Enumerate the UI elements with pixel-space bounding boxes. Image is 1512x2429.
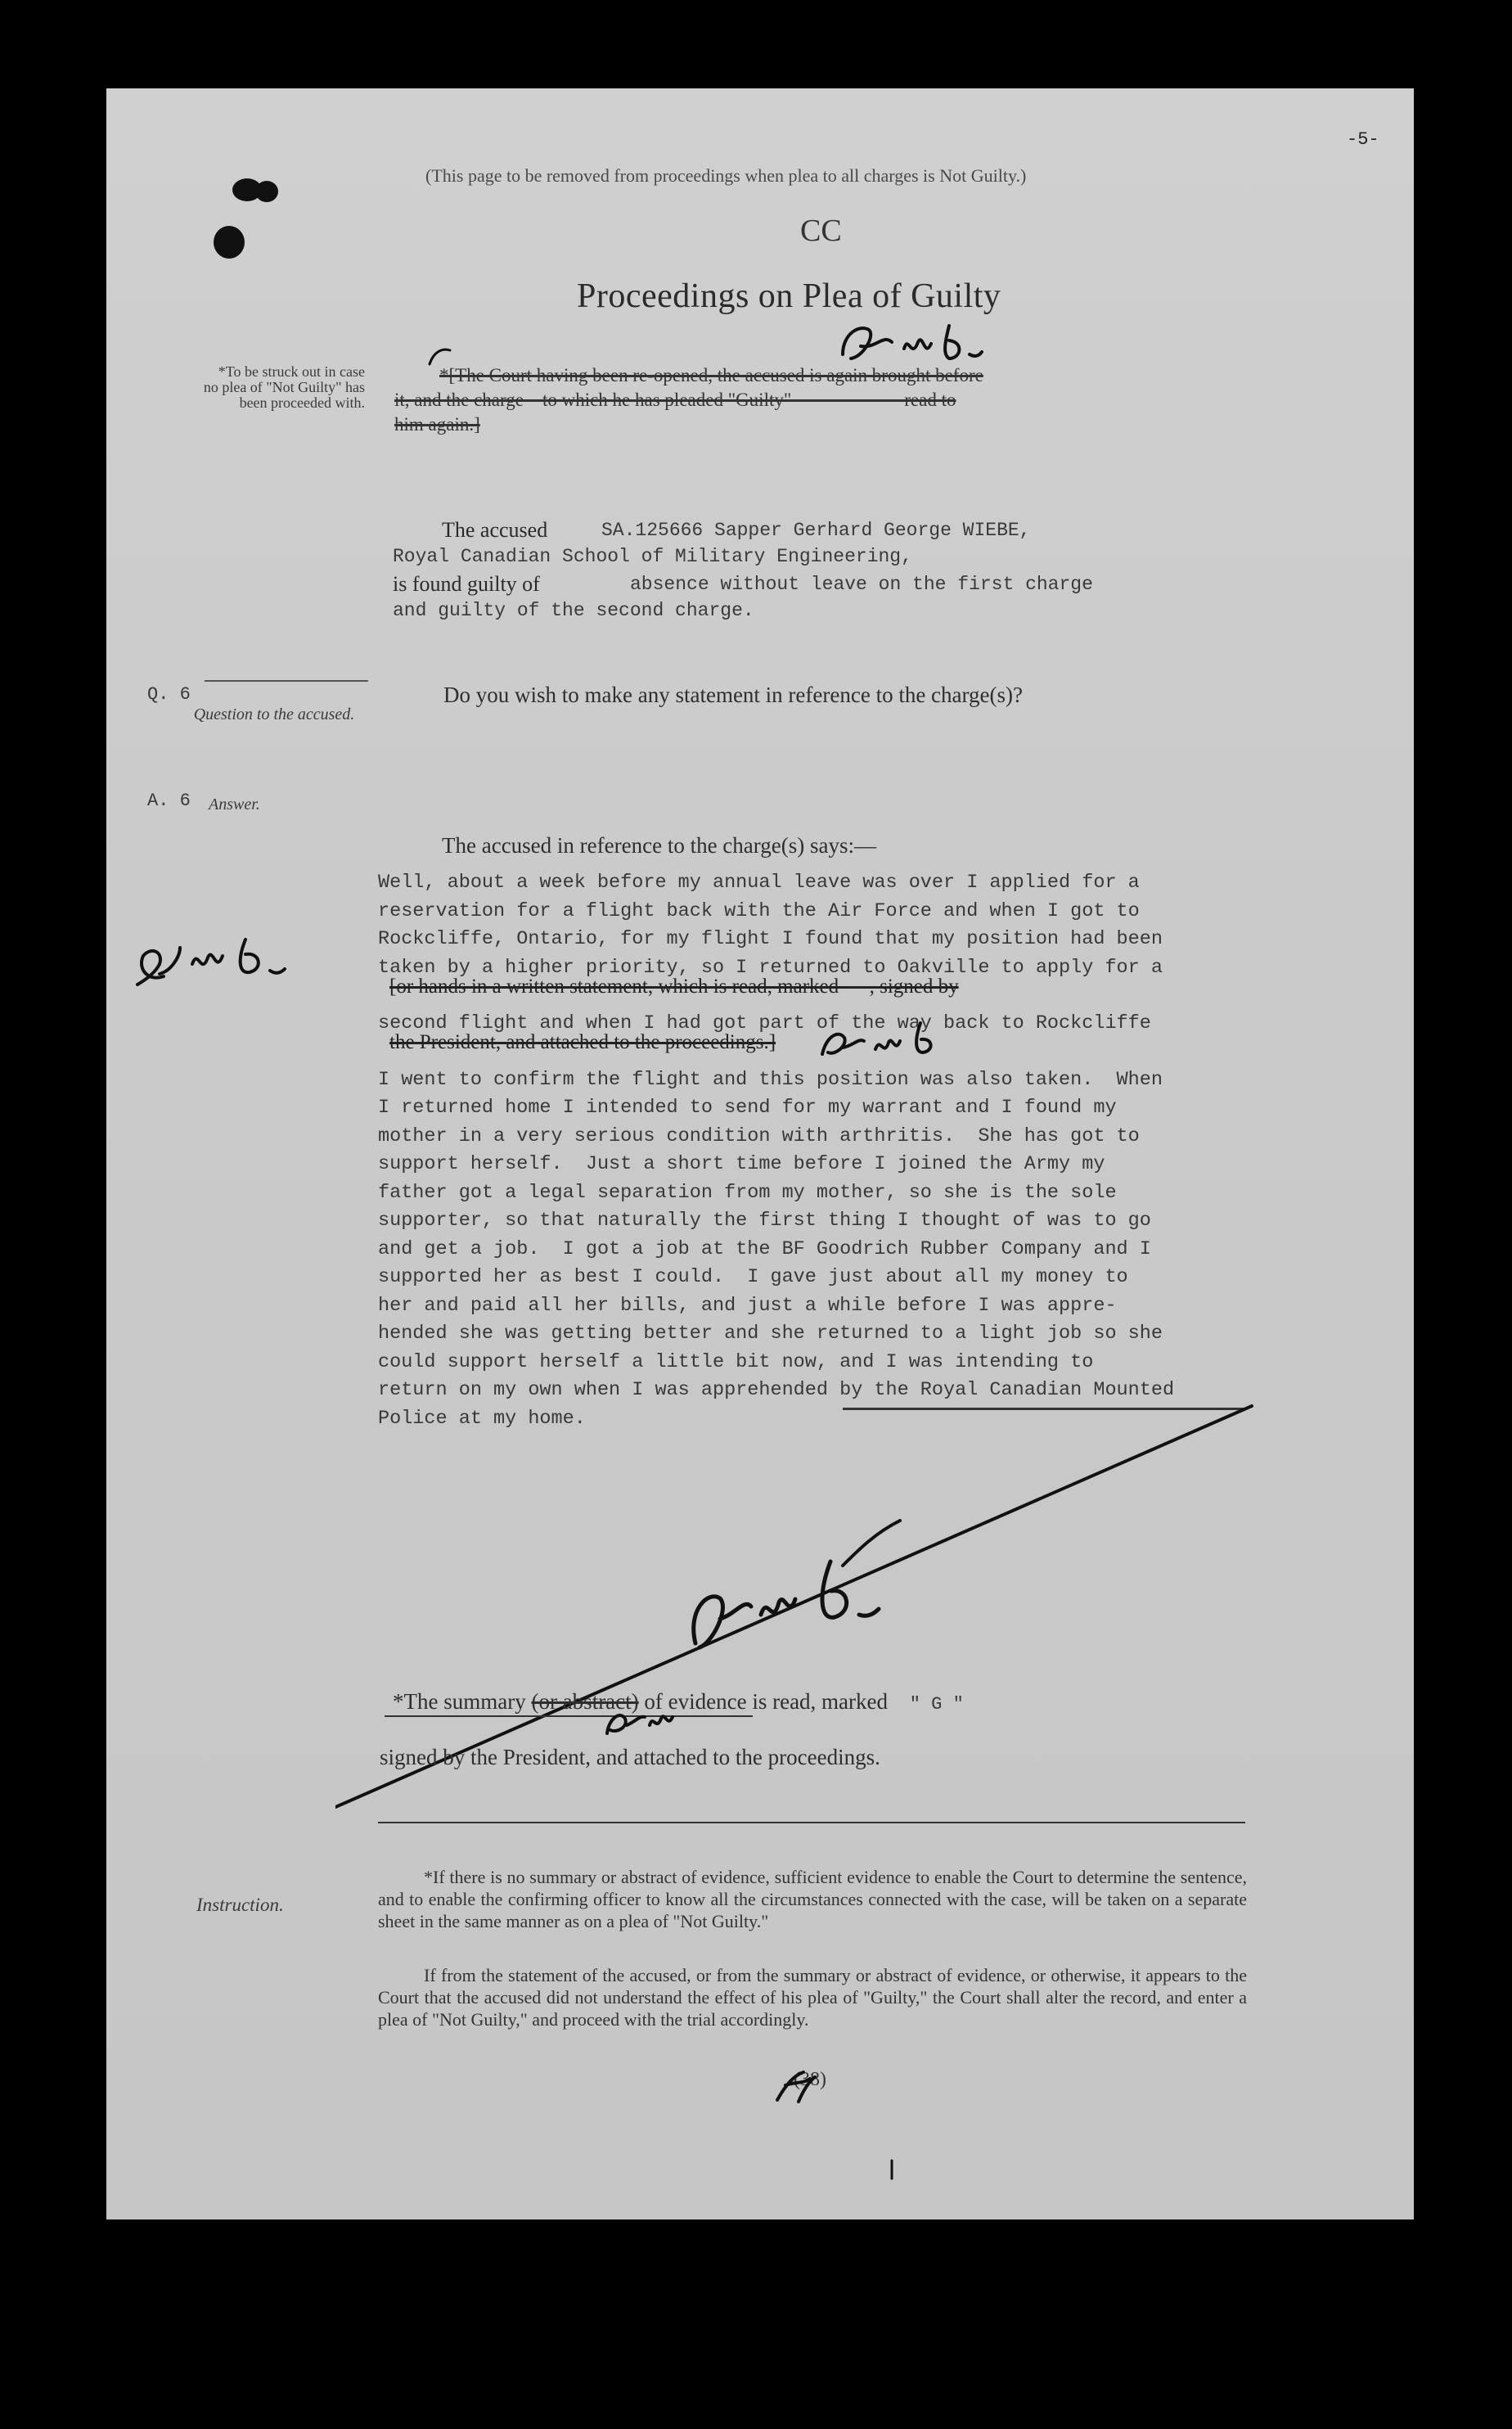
form-code-initials	[769, 2061, 835, 2110]
page-title: Proceedings on Plea of Guilty	[577, 277, 1001, 315]
statement-line: mother in a very serious condition with arthritis. She has got to	[378, 1124, 1140, 1147]
question-number: Q. 6	[147, 684, 191, 705]
statement-line: reservation for a flight back with the Air Force and when I got to	[378, 899, 1140, 922]
tick-mark	[884, 2159, 900, 2183]
summary-struck-abstract: (or abstract)	[531, 1689, 639, 1714]
summary-initials	[597, 1692, 695, 1742]
accused-name: SA.125666 Sapper Gerhard George WIEBE,	[601, 520, 1031, 541]
instruction-label: Instruction.	[196, 1895, 284, 1915]
inline-initials	[810, 1013, 974, 1062]
document-page	[106, 88, 1414, 2219]
statement-line: and get a job. I got a job at the BF Goodrich Rubber Company and I	[378, 1237, 1151, 1260]
accused-unit: Royal Canadian School of Military Engineering,	[393, 546, 912, 567]
statement-line: return on my own when I was apprehended by the Royal Canadian Mounted	[378, 1379, 1175, 1401]
question-margin-label: Question to the accused.	[193, 705, 355, 723]
page-number: -5-	[1347, 129, 1379, 150]
summary-mark: " G "	[909, 1694, 964, 1715]
found-guilty-label: is found guilty of	[393, 572, 540, 596]
ink-blots	[205, 170, 319, 285]
struck-line-2: it, and the charge to which he has pleaded "Guilty" read to	[394, 390, 956, 410]
summary-text-b: of evidence is read, marked	[644, 1689, 889, 1714]
statement-line: her and paid all her bills, and just a while before I was appre-	[378, 1294, 1117, 1317]
summary-line-2: signed by the President, and attached to the proceedings.	[380, 1745, 880, 1769]
statement-line: Police at my home.	[378, 1407, 586, 1430]
caret-mark	[425, 344, 458, 368]
finding-line-1: absence without leave on the first charge	[630, 574, 1093, 595]
statement-line: could support herself a little bit now, and I was intending to	[378, 1350, 1094, 1373]
accused-label: The accused	[442, 518, 548, 542]
struck-line-1: *[The Court having been re-opened, the accused is again brought before	[439, 365, 983, 385]
question-text: Do you wish to make any statement in reference to the charge(s)?	[443, 683, 1023, 707]
struck-line-3: him again.]	[394, 414, 480, 435]
statement-line: I returned home I intended to send for my warrant and I found my	[378, 1097, 1117, 1119]
struck-written-statement-2: the President, and attached to the proceedings.]	[389, 1031, 776, 1053]
answer-intro: The accused in reference to the charge(s) says:—	[442, 833, 876, 858]
statement-line: father got a legal separation from my mother, so she is the sole	[378, 1181, 1117, 1204]
statement-line: supported her as best I could. I gave just about all my money to	[378, 1266, 1128, 1288]
answer-number: A. 6	[147, 791, 191, 811]
instruction-rule	[378, 1822, 1245, 1823]
form-code: (38)	[794, 2069, 826, 2090]
section-code: CC	[800, 214, 842, 248]
struck-written-statement-1: [or hands in a written statement, which is read, marked , signed by	[389, 976, 959, 998]
summary-text-a: *The summary	[393, 1689, 526, 1714]
strike-out-note: *To be struck out in case no plea of "Not Guilty" has been proceeded with.	[203, 363, 365, 411]
header-note: (This page to be removed from proceedings when plea to all charges is Not Guilty.)	[425, 165, 1027, 186]
statement-line: Well, about a week before my annual leave was over I applied for a	[378, 872, 1140, 894]
statement-line: hended she was getting better and she returned to a light job so she	[378, 1323, 1163, 1345]
statement-line: taken by a higher priority, so I returned to Oakville to apply for a	[378, 956, 1163, 979]
statement-line: second flight and when I had got part of the way back to Rockcliffe	[378, 1012, 1151, 1034]
statement-line: support herself. Just a short time before I joined the Army my	[378, 1153, 1105, 1175]
initials-signature	[826, 309, 1006, 375]
statement-line: Rockcliffe, Ontario, for my flight I found that my position had been	[378, 928, 1163, 950]
answer-margin-label: Answer.	[209, 795, 260, 813]
instruction-paragraph-2: If from the statement of the accused, or from the summary or abstract of evidence, or otherwise, it appears to the Court that the accused did not understand the effect of his plea of "Guilty," the Court shall alter the record, and enter a plea of "Not Guilty," and proceed with the trial accordingly.	[378, 1965, 1247, 2030]
finding-line-2: and guilty of the second charge.	[393, 600, 754, 621]
instruction-paragraph-1: *If there is no summary or abstract of evidence, sufficient evidence to enable the Court to determine the sentence, and to enable the confirming officer to know all the circumstances connected with the case, will be taken on a separate sheet in the same manner as on a plea of "Not Guilty."	[378, 1867, 1247, 1931]
summary-struck-rule	[385, 1715, 753, 1717]
question-rule	[205, 680, 368, 682]
statement-line: supporter, so that naturally the first thing I thought of was to go	[378, 1210, 1151, 1232]
margin-initials	[123, 907, 319, 997]
statement-line: I went to confirm the flight and this position was also taken. When	[378, 1068, 1163, 1091]
accused-statement	[378, 869, 1401, 1433]
